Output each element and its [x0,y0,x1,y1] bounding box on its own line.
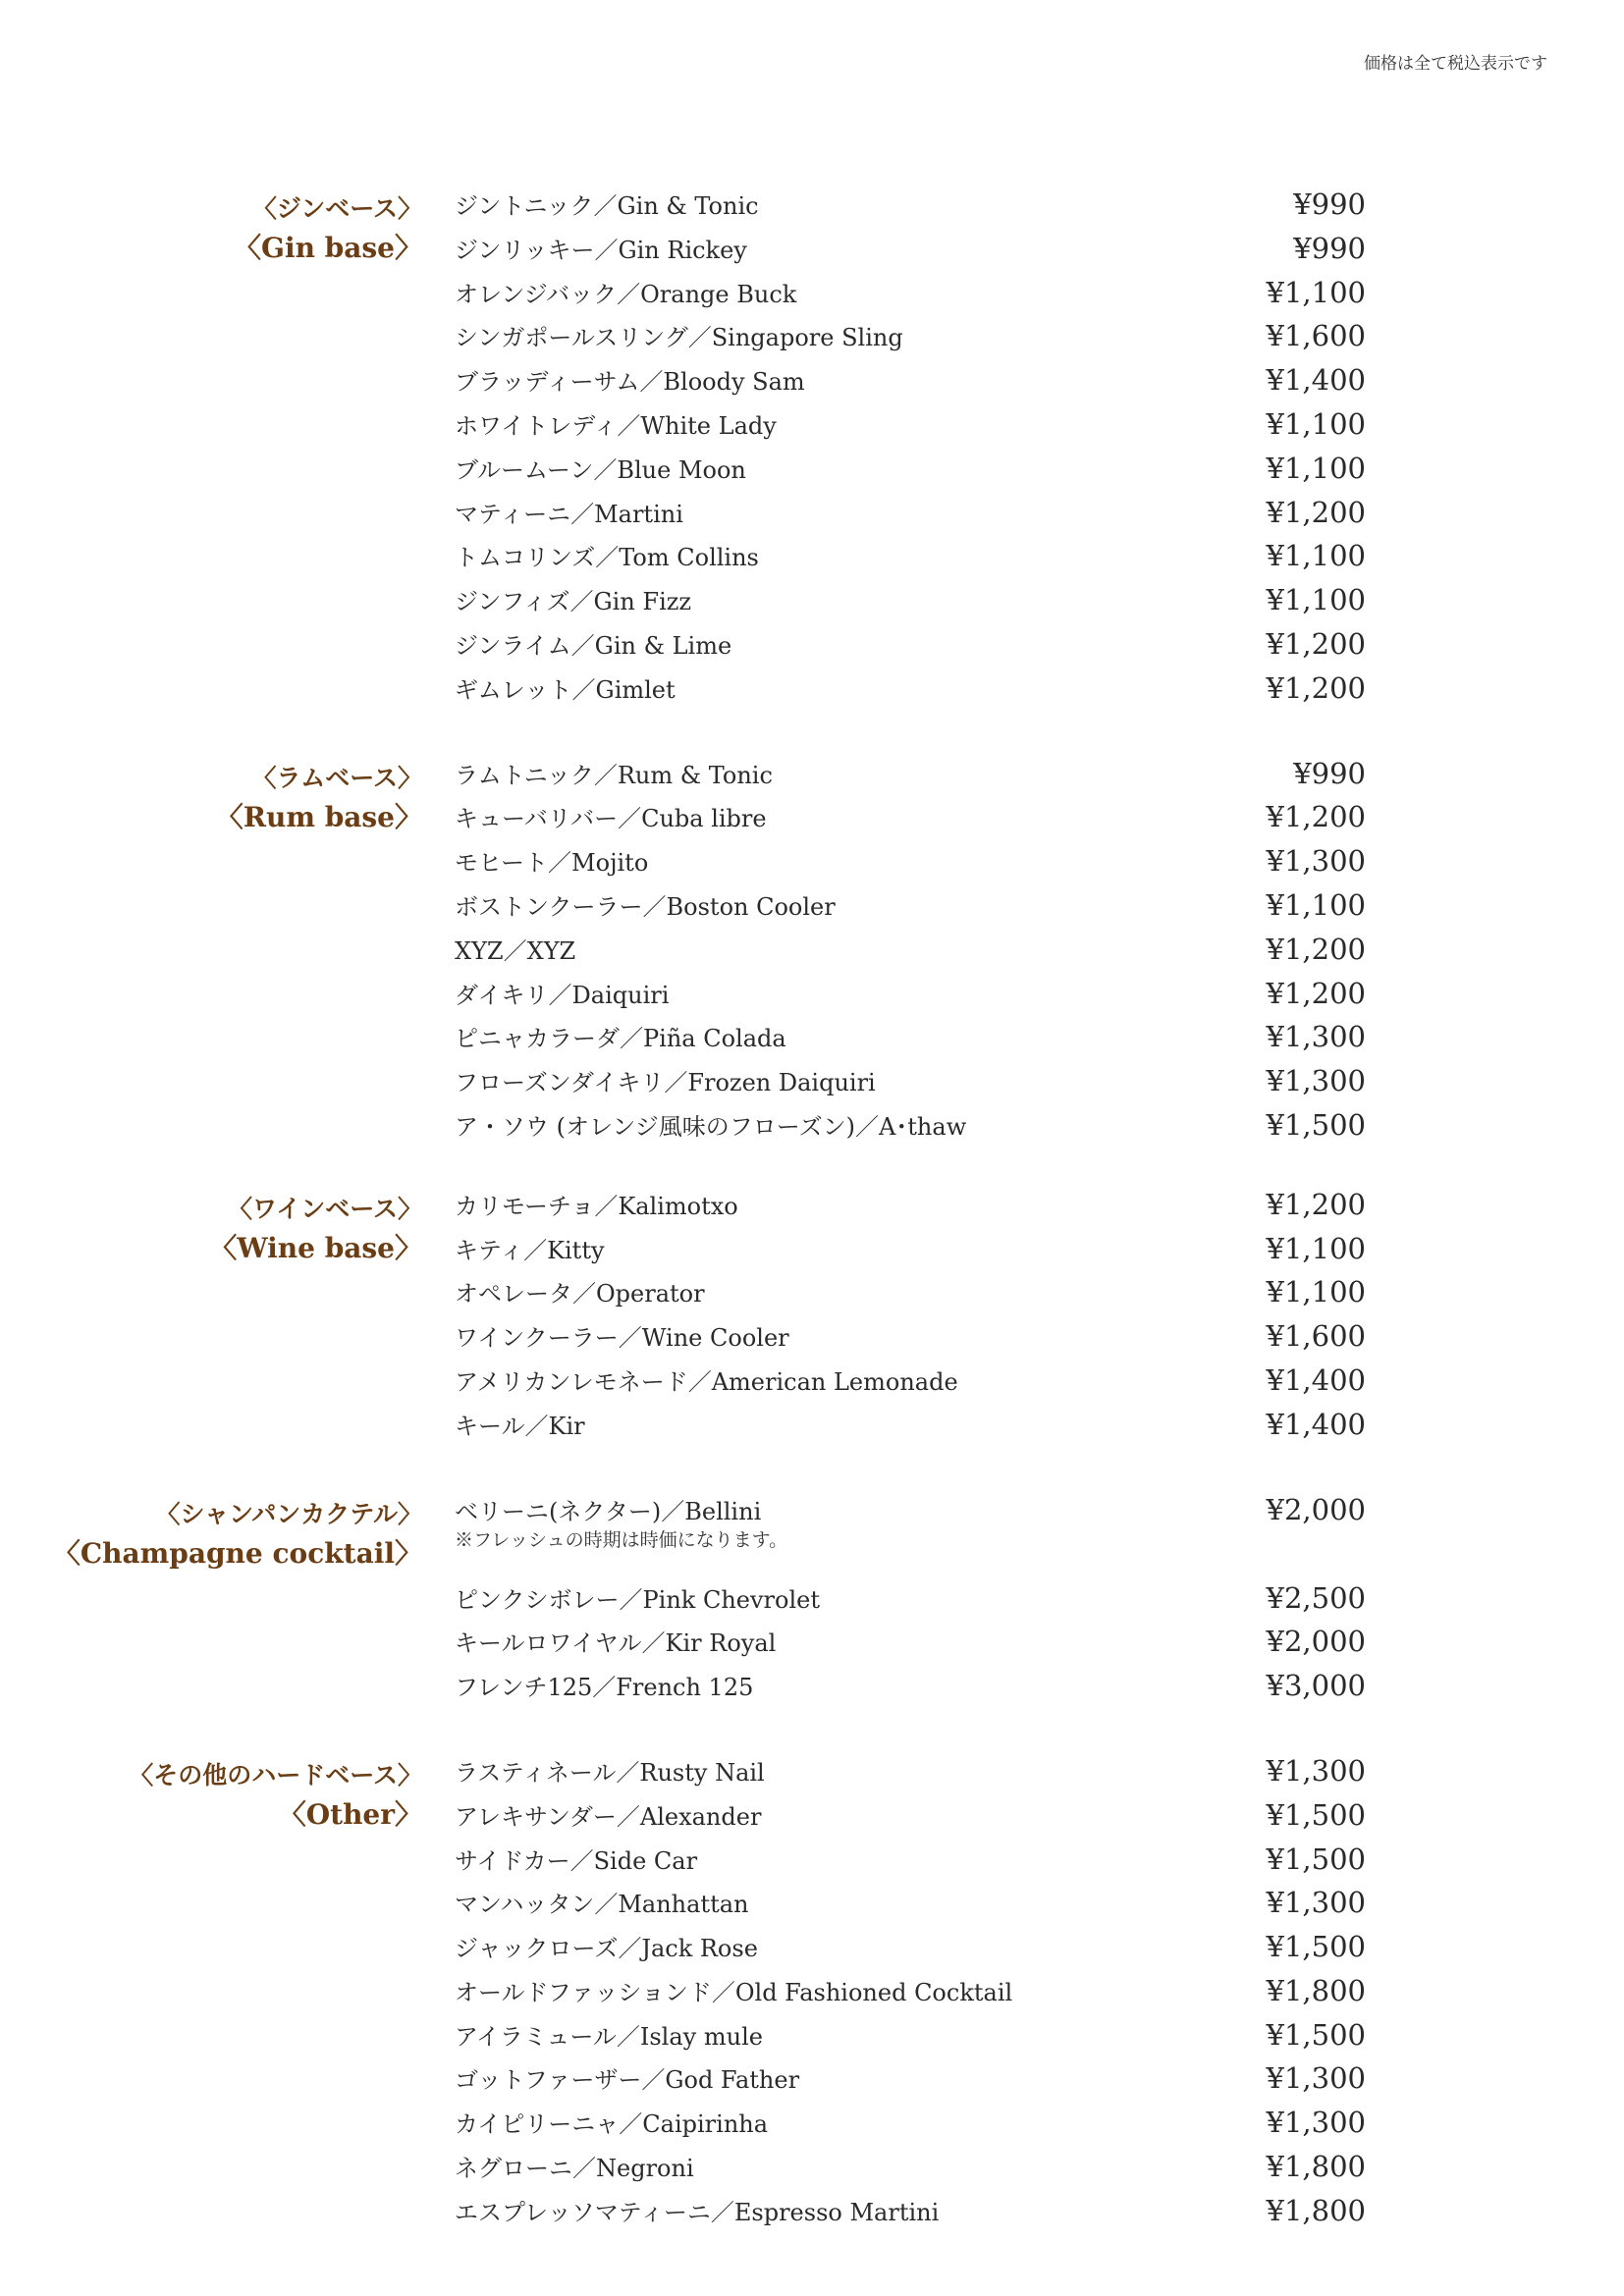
menu-item-price: ¥1,400 [1266,1407,1366,1441]
menu-item-name: フローズンダイキリ／Frozen Daiquiri [455,1069,876,1097]
menu-item-note: ※フレッシュの時期は時価になります。 [455,1528,788,1551]
menu-section [0,189,1624,718]
menu-item [455,1492,1366,1583]
menu-item-price: ¥1,800 [1266,1973,1366,2007]
menu-item-name: アレキサンダー／Alexander [455,1802,762,1831]
menu-item [455,1362,1366,1410]
menu-item-list [455,1492,1366,1715]
menu-item [455,2063,1366,2108]
section-heading [129,1756,422,1835]
menu-item-name: ピニャカラーダ／Piña Colada [455,1025,786,1053]
menu-item-price: ¥1,100 [1266,887,1366,922]
menu-item [455,846,1366,890]
menu-item-name: オレンジバック／Orange Buck [455,280,797,308]
menu-item-name: ブルームーン／Blue Moon [455,455,746,484]
menu-section [0,1492,1624,1715]
menu-item-price: ¥1,500 [1266,1930,1366,1964]
section-heading [209,1190,422,1268]
menu-item-name: ベリーニ(ネクター)／Bellini [455,1497,762,1525]
menu-item-name: ピンクシボレー／Pink Chevrolet [455,1585,820,1614]
section-heading-japanese: 〈その他のハードベース〉 [129,1760,422,1789]
menu-item-price: ¥1,200 [1266,495,1366,529]
menu-item-name: キティ／Kitty [455,1236,605,1264]
menu-item [455,1671,1366,1715]
menu-item [455,1627,1366,1671]
menu-item-price: ¥1,200 [1266,976,1366,1010]
menu-item-price: ¥1,400 [1266,1362,1366,1397]
menu-section [0,1753,1624,2240]
menu-item [455,887,1366,934]
menu-item-name: マンハッタン／Manhattan [455,1891,749,1919]
menu-item-name: サイドカー／Side Car [455,1846,698,1875]
menu-item-price: ¥990 [1293,187,1366,221]
menu-item [455,2193,1366,2240]
menu-item-name: ボストンクーラー／Boston Cooler [455,892,836,921]
menu-item [455,406,1366,454]
menu-item [455,1797,1366,1844]
menu-item-price: ¥990 [1293,231,1366,265]
menu-item [455,1066,1366,1110]
menu-item-price: ¥990 [1293,756,1366,790]
menu-item [455,2108,1366,2152]
menu-item [455,451,1366,498]
menu-item-price: ¥1,100 [1266,275,1366,309]
menu-item-list [455,1753,1366,2240]
menu-item-name: ネグローニ／Negroni [455,2155,694,2183]
menu-section [0,1187,1624,1454]
menu-item [455,495,1366,542]
menu-item-price: ¥1,100 [1266,583,1366,617]
cocktail-menu [0,189,1624,2281]
section-heading [216,759,422,837]
menu-item-price: ¥1,500 [1266,1107,1366,1142]
menu-item-name: ワインクーラー／Wine Cooler [455,1324,789,1353]
menu-item-name: ジントニック／Gin & Tonic [455,192,759,220]
menu-item-price: ¥2,500 [1266,1580,1366,1615]
menu-item [455,756,1366,803]
menu-item [455,1231,1366,1278]
menu-item [455,189,1366,234]
menu-item-name: ジャックローズ／Jack Rose [455,1935,758,1963]
menu-item-name: XYZ／XYZ [455,936,576,965]
menu-item-price: ¥2,000 [1266,1625,1366,1659]
menu-item [455,585,1366,629]
menu-item-name: ギムレット／Gimlet [455,675,676,704]
menu-item-price: ¥1,100 [1266,1275,1366,1309]
menu-item-price: ¥1,300 [1266,1753,1366,1788]
menu-item-price: ¥1,100 [1266,539,1366,573]
menu-item-price: ¥1,300 [1266,2061,1366,2096]
menu-item-name: ラスティネール／Rusty Nail [455,1758,765,1787]
menu-section [0,756,1624,1154]
menu-item [455,626,1366,673]
menu-item [455,1107,1366,1154]
section-heading-japanese: 〈ワインベース〉 [227,1194,422,1223]
menu-item-price: ¥3,000 [1266,1669,1366,1703]
menu-item-name: オールドファッションド／Old Fashioned Cocktail [455,1978,1013,2006]
menu-item-name: トムコリンズ／Tom Collins [455,544,759,572]
menu-item [455,934,1366,979]
section-heading-english: 〈Rum base〉 [215,800,422,833]
menu-item [455,1580,1366,1628]
menu-item-price: ¥1,800 [1266,2193,1366,2227]
menu-item-name: キール／Kir [455,1412,585,1440]
menu-item-name: エスプレッソマティーニ／Espresso Martini [455,2198,940,2226]
menu-item-name: オペレータ／Operator [455,1280,705,1308]
menu-item [455,275,1366,322]
menu-item-name: キューバリバー／Cuba libre [455,805,767,833]
menu-item-name: フレンチ125／French 125 [455,1674,754,1702]
menu-item-name: ジンライム／Gin & Lime [455,631,732,660]
menu-item-name: ラムトニック／Rum & Tonic [455,761,773,789]
menu-item-price: ¥1,200 [1266,932,1366,966]
section-heading [53,1495,422,1574]
menu-item-price: ¥1,800 [1266,2150,1366,2184]
menu-item [455,1022,1366,1066]
menu-item-price: ¥1,300 [1266,1064,1366,1098]
menu-item [455,541,1366,585]
menu-item-price: ¥1,200 [1266,626,1366,661]
menu-item-list [455,756,1366,1154]
menu-item-list [455,1187,1366,1454]
menu-item [455,1973,1366,2020]
menu-item-price: ¥2,000 [1266,1492,1366,1526]
menu-item [455,1844,1366,1889]
menu-item-price: ¥1,300 [1266,2106,1366,2140]
menu-item-price: ¥1,200 [1266,1187,1366,1221]
section-heading-japanese: 〈ラムベース〉 [251,763,422,792]
menu-item-name: ホワイトレディ／White Lady [455,411,777,440]
menu-item [455,1187,1366,1234]
menu-item-price: ¥1,300 [1266,844,1366,879]
menu-item [455,1888,1366,1932]
menu-item-price: ¥1,500 [1266,2017,1366,2052]
menu-item [455,2017,1366,2064]
menu-item-name: アメリカンレモネード／American Lemonade [455,1367,958,1396]
menu-item [455,1753,1366,1800]
menu-item-price: ¥1,300 [1266,1020,1366,1054]
menu-item-price: ¥1,400 [1266,363,1366,398]
menu-item [455,802,1366,846]
menu-item-price: ¥1,100 [1266,406,1366,441]
menu-item-price: ¥1,500 [1266,1797,1366,1832]
menu-item-name: ア・ソウ (オレンジ風味のフローズン)／A･thaw [455,1112,967,1141]
menu-item-price: ¥1,100 [1266,451,1366,485]
tax-included-note: 価格は全て税込表示です [1364,54,1547,74]
menu-item [455,1321,1366,1365]
menu-item [455,670,1366,718]
menu-item-price: ¥1,100 [1266,1231,1366,1265]
menu-item [455,1932,1366,1976]
menu-item-price: ¥1,300 [1266,1886,1366,1920]
menu-item [455,1407,1366,1454]
menu-item-price: ¥1,200 [1266,800,1366,834]
menu-item-name: ゴットファーザー／God Father [455,2066,800,2095]
menu-item [455,321,1366,365]
menu-item [455,1277,1366,1321]
menu-item-price: ¥1,600 [1266,319,1366,353]
menu-item [455,365,1366,409]
menu-item [455,976,1366,1023]
section-heading-english: 〈Other〉 [278,1797,422,1831]
menu-item-name: アイラミュール／Islay mule [455,2022,763,2051]
menu-item-name: カリモーチョ／Kalimotxo [455,1192,738,1220]
menu-item-name: マティーニ／Martini [455,500,683,528]
menu-item-name: ジンフィズ／Gin Fizz [455,588,692,616]
section-heading [234,189,422,268]
menu-item-name: ジンリッキー／Gin Rickey [455,236,747,264]
menu-item-list [455,189,1366,718]
section-heading-japanese: 〈シャンパンカクテル〉 [155,1499,422,1528]
menu-item-name: ブラッディーサム／Bloody Sam [455,368,805,397]
menu-item-name: ダイキリ／Daiquiri [455,981,670,1009]
menu-item-price: ¥1,500 [1266,1842,1366,1876]
section-heading-english: 〈Gin base〉 [234,232,422,264]
section-heading-japanese: 〈ジンベース〉 [251,194,422,223]
menu-item-name: モヒート／Mojito [455,849,649,878]
menu-item [455,2152,1366,2196]
menu-item-name: キールロワイヤル／Kir Royal [455,1629,777,1658]
section-heading-english: 〈Champagne cocktail〉 [52,1536,422,1570]
menu-item-price: ¥1,600 [1266,1319,1366,1354]
section-heading-english: 〈Wine base〉 [209,1231,422,1264]
menu-item-name: シンガポールスリング／Singapore Sling [455,324,903,352]
menu-item-price: ¥1,200 [1266,670,1366,705]
menu-item-name: カイピリーニャ／Caipirinha [455,2110,769,2139]
menu-item [455,231,1366,278]
